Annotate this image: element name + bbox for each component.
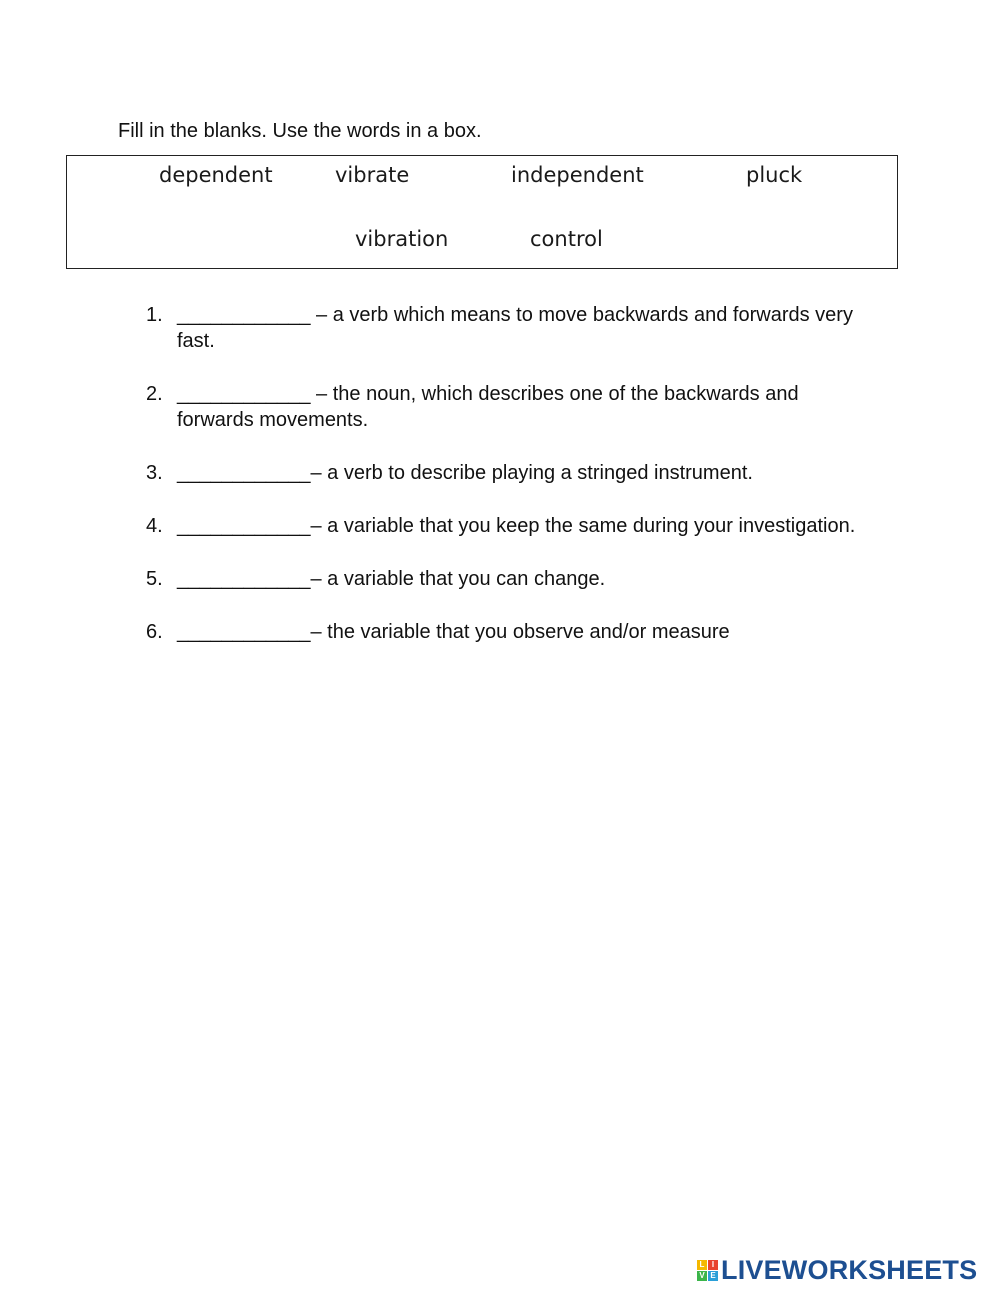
- word-bank-item: vibrate: [335, 163, 410, 187]
- question-item: [146, 460, 866, 486]
- question-text: – a variable that you keep the same during your investigation.: [310, 515, 856, 537]
- question-item: [146, 513, 866, 539]
- instruction-text: Fill in the blanks. Use the words in a box.: [118, 120, 482, 142]
- question-number: 6.: [146, 621, 163, 643]
- logo-tile: V: [697, 1271, 707, 1281]
- word-bank-item: control: [530, 227, 603, 251]
- word-bank-item: pluck: [746, 163, 803, 187]
- question-text: – a variable that you can change.: [310, 568, 606, 590]
- answer-blank[interactable]: ____________: [177, 568, 311, 590]
- word-bank-item: vibration: [355, 227, 449, 251]
- question-text: – a verb which means to move backwards and forwards very fast.: [177, 304, 853, 352]
- question-number: 3.: [146, 462, 163, 484]
- answer-blank[interactable]: ____________: [177, 462, 311, 484]
- question-item: [146, 381, 866, 433]
- question-number: 5.: [146, 568, 163, 590]
- question-number: 4.: [146, 515, 163, 537]
- liveworksheets-logo-icon: [697, 1260, 718, 1281]
- question-text: – the variable that you observe and/or measure: [310, 621, 730, 643]
- answer-blank[interactable]: ____________: [177, 304, 311, 326]
- question-list: [146, 302, 866, 672]
- question-item: [146, 619, 866, 645]
- question-number: 2.: [146, 383, 163, 405]
- brand-name: LIVEWORKSHEETS: [721, 1254, 978, 1285]
- question-item: [146, 566, 866, 592]
- liveworksheets-brand: [697, 1255, 977, 1285]
- word-bank-box: [66, 155, 898, 269]
- logo-tile: I: [708, 1260, 718, 1270]
- answer-blank[interactable]: ____________: [177, 621, 311, 643]
- question-text: – a verb to describe playing a stringed instrument.: [310, 462, 753, 484]
- question-text: – the noun, which describes one of the backwards and forwards movements.: [177, 383, 799, 431]
- logo-tile: L: [697, 1260, 707, 1270]
- question-number: 1.: [146, 304, 163, 326]
- answer-blank[interactable]: ____________: [177, 515, 311, 537]
- question-item: [146, 302, 866, 354]
- logo-tile: E: [708, 1271, 718, 1281]
- word-bank-item: independent: [511, 163, 644, 187]
- answer-blank[interactable]: ____________: [177, 383, 311, 405]
- word-bank-item: dependent: [159, 163, 273, 187]
